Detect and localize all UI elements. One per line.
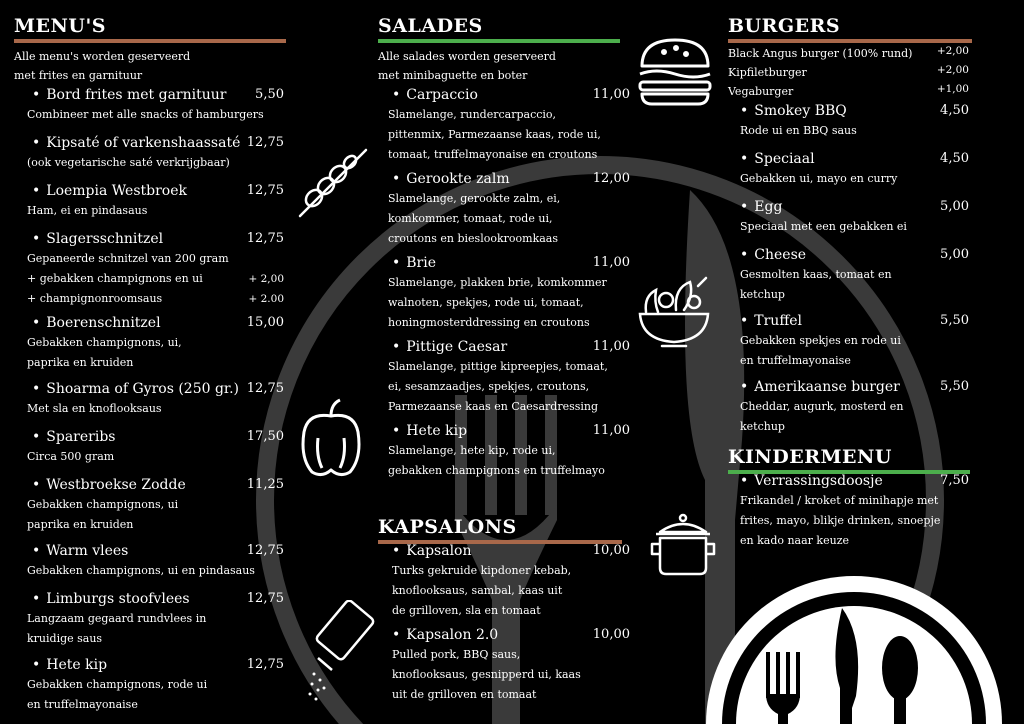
menu-item xyxy=(388,86,630,164)
item-description: Slamelange, pittige kipreepjes, tomaat, xyxy=(388,360,608,373)
item-description: en truffelmayonaise xyxy=(27,698,138,711)
item-description: + gebakken champignons en ui + 2,00 xyxy=(27,270,229,288)
menu-item xyxy=(27,380,284,418)
item-name: • Limburgs stoofvlees xyxy=(32,590,206,608)
menu-item xyxy=(392,542,630,620)
item-price: 12,00 xyxy=(592,171,630,186)
item-description: kruidige saus xyxy=(27,632,103,645)
item-price: 11,00 xyxy=(592,255,630,270)
item-name: • Shoarma of Gyros (250 gr.) xyxy=(32,380,239,398)
menu-item xyxy=(740,378,969,436)
item-price: 12,75 xyxy=(246,183,284,198)
item-price: 4,50 xyxy=(940,151,969,166)
item-description: Met sla en knoflooksaus xyxy=(27,402,162,415)
item-name: • Amerikaanse burger xyxy=(740,378,903,396)
item-description: croutons en bieslookroomkaas xyxy=(388,232,558,245)
item-description: Parmezaanse kaas en Caesardressing xyxy=(388,400,599,413)
item-name: • Loempia Westbroek xyxy=(32,182,187,200)
menu-item xyxy=(27,476,284,534)
item-price: 4,50 xyxy=(940,103,969,118)
item-description: Pulled pork, BBQ saus, xyxy=(392,648,521,661)
bell-pepper-icon xyxy=(298,398,364,478)
menu-item xyxy=(27,182,284,220)
item-name: • Gerookte zalm xyxy=(392,170,560,188)
item-price: 12,75 xyxy=(246,135,284,150)
item-description: honingmosterddressing en croutons xyxy=(388,316,590,329)
menus-intro: Alle menu's worden geserveerd met frites en garnituur xyxy=(14,50,191,82)
item-name: • Bord frites met garnituur xyxy=(32,86,264,104)
item-name: • Boerenschnitzel xyxy=(32,314,182,332)
item-description: en truffelmayonaise xyxy=(740,354,851,367)
item-description: Speciaal met een gebakken ei xyxy=(740,220,907,233)
item-description: paprika en kruiden xyxy=(27,518,134,531)
item-price: 5,00 xyxy=(940,247,969,262)
burger-variants xyxy=(728,44,972,101)
skewer-icon xyxy=(296,146,370,220)
item-name: • Brie xyxy=(392,254,607,272)
item-description: Circa 500 gram xyxy=(27,450,115,463)
item-price: 12,75 xyxy=(246,381,284,396)
item-description: Slamelange, hete kip, rode ui, xyxy=(388,444,556,457)
item-price: 12,75 xyxy=(246,591,284,606)
item-name: • Westbroekse Zodde xyxy=(32,476,186,494)
item-name: • Hete kip xyxy=(392,422,605,440)
item-description: Slamelange, plakken brie, komkommer xyxy=(388,276,607,289)
menu-item xyxy=(740,246,969,304)
burgers-heading-bar xyxy=(728,39,972,43)
item-name: • Speciaal xyxy=(740,150,897,168)
item-description: de grilloven, sla en tomaat xyxy=(392,604,541,617)
menus-heading-bar xyxy=(14,39,286,43)
item-description: walnoten, spekjes, rode ui, tomaat, xyxy=(388,296,584,309)
item-description: Gepaneerde schnitzel van 200 gram xyxy=(27,252,229,265)
item-description: Slamelange, gerookte zalm, ei, xyxy=(388,192,561,205)
menus-heading: MENU'S xyxy=(14,15,106,37)
item-description: Gebakken ui, mayo en curry xyxy=(740,172,898,185)
item-price: 11,00 xyxy=(592,339,630,354)
menu-item xyxy=(740,198,969,236)
item-price: 11,25 xyxy=(246,477,284,492)
item-description: knoflooksaus, gesnipperd ui, kaas xyxy=(392,668,581,681)
menu-item xyxy=(740,102,969,140)
salades-heading-bar xyxy=(378,39,620,43)
burger-variant: Kipfiletburger +2,00 xyxy=(728,64,969,79)
menu-item xyxy=(388,422,630,480)
item-description: Cheddar, augurk, mosterd en xyxy=(740,400,904,413)
menu-item xyxy=(740,472,969,550)
burger-icon xyxy=(636,36,714,108)
item-price: 10,00 xyxy=(592,627,630,642)
salades-column xyxy=(378,0,632,701)
menu-item xyxy=(27,590,284,648)
item-name: • Hete kip xyxy=(32,656,207,674)
item-description: paprika en kruiden xyxy=(27,356,134,369)
item-price: 17,50 xyxy=(246,429,284,444)
item-description: Gebakken champignons, rode ui xyxy=(27,678,208,691)
salades-intro: Alle salades worden geserveerd met minibaguette en boter xyxy=(378,50,556,82)
kindermenu-heading: KINDERMENU xyxy=(728,446,892,468)
item-name: • Pittige Caesar xyxy=(392,338,608,356)
item-description: tomaat, truffelmayonaise en croutons xyxy=(388,148,598,161)
item-price: 12,75 xyxy=(246,543,284,558)
item-description: ketchup xyxy=(740,420,785,433)
item-name: • Cheese xyxy=(740,246,892,264)
item-name: • Slagersschnitzel xyxy=(32,230,229,248)
item-name: • Kapsalon xyxy=(392,542,571,560)
item-price: 7,50 xyxy=(940,473,969,488)
item-description: komkommer, tomaat, rode ui, xyxy=(388,212,553,225)
menu-item xyxy=(392,626,630,704)
salt-shaker-icon xyxy=(304,600,378,704)
item-price: 15,00 xyxy=(246,315,284,330)
item-description: uit de grilloven en tomaat xyxy=(392,688,537,701)
fork-knife-spoon-logo xyxy=(704,568,1004,724)
item-description: Gesmolten kaas, tomaat en xyxy=(740,268,892,281)
item-price: 5,50 xyxy=(255,87,284,102)
extra-price: + 2,00 xyxy=(248,273,284,285)
item-description: Gebakken spekjes en rode ui xyxy=(740,334,901,347)
item-description: ei, sesamzaadjes, spekjes, croutons, xyxy=(388,380,590,393)
item-description: (ook vegetarische saté verkrijgbaar) xyxy=(27,156,230,169)
item-price: 5,00 xyxy=(940,199,969,214)
menu-item xyxy=(27,86,284,124)
menu-item xyxy=(388,170,630,248)
item-name: • Kapsalon 2.0 xyxy=(392,626,581,644)
item-name: • Kipsaté of varkenshaassaté xyxy=(32,134,240,152)
menu-item xyxy=(388,338,630,416)
item-description: + champignonroomsaus + 2.00 xyxy=(27,290,229,308)
item-description: Rode ui en BBQ saus xyxy=(740,124,857,137)
burgers-column xyxy=(728,0,972,547)
item-price: 5,50 xyxy=(940,313,969,328)
item-description: knoflooksaus, sambal, kaas uit xyxy=(392,584,563,597)
item-description: pittenmix, Parmezaanse kaas, rode ui, xyxy=(388,128,601,141)
item-name: • Smokey BBQ xyxy=(740,102,857,120)
item-description: Turks gekruide kipdoner kebab, xyxy=(392,564,572,577)
item-description: Gebakken champignons, ui xyxy=(27,498,179,511)
extra-price: + 2.00 xyxy=(248,293,284,305)
item-price: 10,00 xyxy=(592,543,630,558)
menu-item xyxy=(27,428,284,466)
item-name: • Warm vlees xyxy=(32,542,255,560)
menu-item xyxy=(27,314,284,372)
item-description: Ham, ei en pindasaus xyxy=(27,204,148,217)
menu-item xyxy=(27,134,284,172)
item-description: ketchup xyxy=(740,288,785,301)
burgers-heading: BURGERS xyxy=(728,15,841,37)
item-description: en kado naar keuze xyxy=(740,534,849,547)
item-name: • Verrassingsdoosje xyxy=(740,472,940,490)
item-description: Gebakken champignons, ui, xyxy=(27,336,182,349)
item-name: • Spareribs xyxy=(32,428,115,446)
menu-item xyxy=(388,254,630,332)
item-price: 12,75 xyxy=(246,657,284,672)
menu-item xyxy=(740,150,969,188)
item-name: • Egg xyxy=(740,198,907,216)
item-price: 12,75 xyxy=(246,231,284,246)
salades-heading: SALADES xyxy=(378,15,483,37)
item-description: frites, mayo, blikje drinken, snoepje xyxy=(740,514,941,527)
item-description: Combineer met alle snacks of hamburgers xyxy=(27,108,264,121)
item-description: Gebakken champignons, ui en pindasaus xyxy=(27,564,255,577)
kapsalons-heading: KAPSALONS xyxy=(378,516,517,538)
item-description: gebakken champignons en truffelmayo xyxy=(388,464,605,477)
menu-item xyxy=(27,656,284,714)
item-name: • Carpaccio xyxy=(392,86,601,104)
item-price: 11,00 xyxy=(592,423,630,438)
item-description: Frikandel / kroket of minihapje met xyxy=(740,494,939,507)
item-description: Langzaam gegaard rundvlees in xyxy=(27,612,207,625)
item-name: • Truffel xyxy=(740,312,901,330)
item-price: 5,50 xyxy=(940,379,969,394)
menu-item xyxy=(740,312,969,370)
burger-variant: Black Angus burger (100% rund) +2,00 xyxy=(728,45,969,60)
salad-bowl-icon xyxy=(636,274,712,348)
item-price: 11,00 xyxy=(592,87,630,102)
item-description: Slamelange, rundercarpaccio, xyxy=(388,108,557,121)
menus-column xyxy=(14,0,286,711)
menu-item xyxy=(27,542,284,580)
burger-variant: Vegaburger +1,00 xyxy=(728,83,969,98)
menu-item xyxy=(27,230,284,308)
